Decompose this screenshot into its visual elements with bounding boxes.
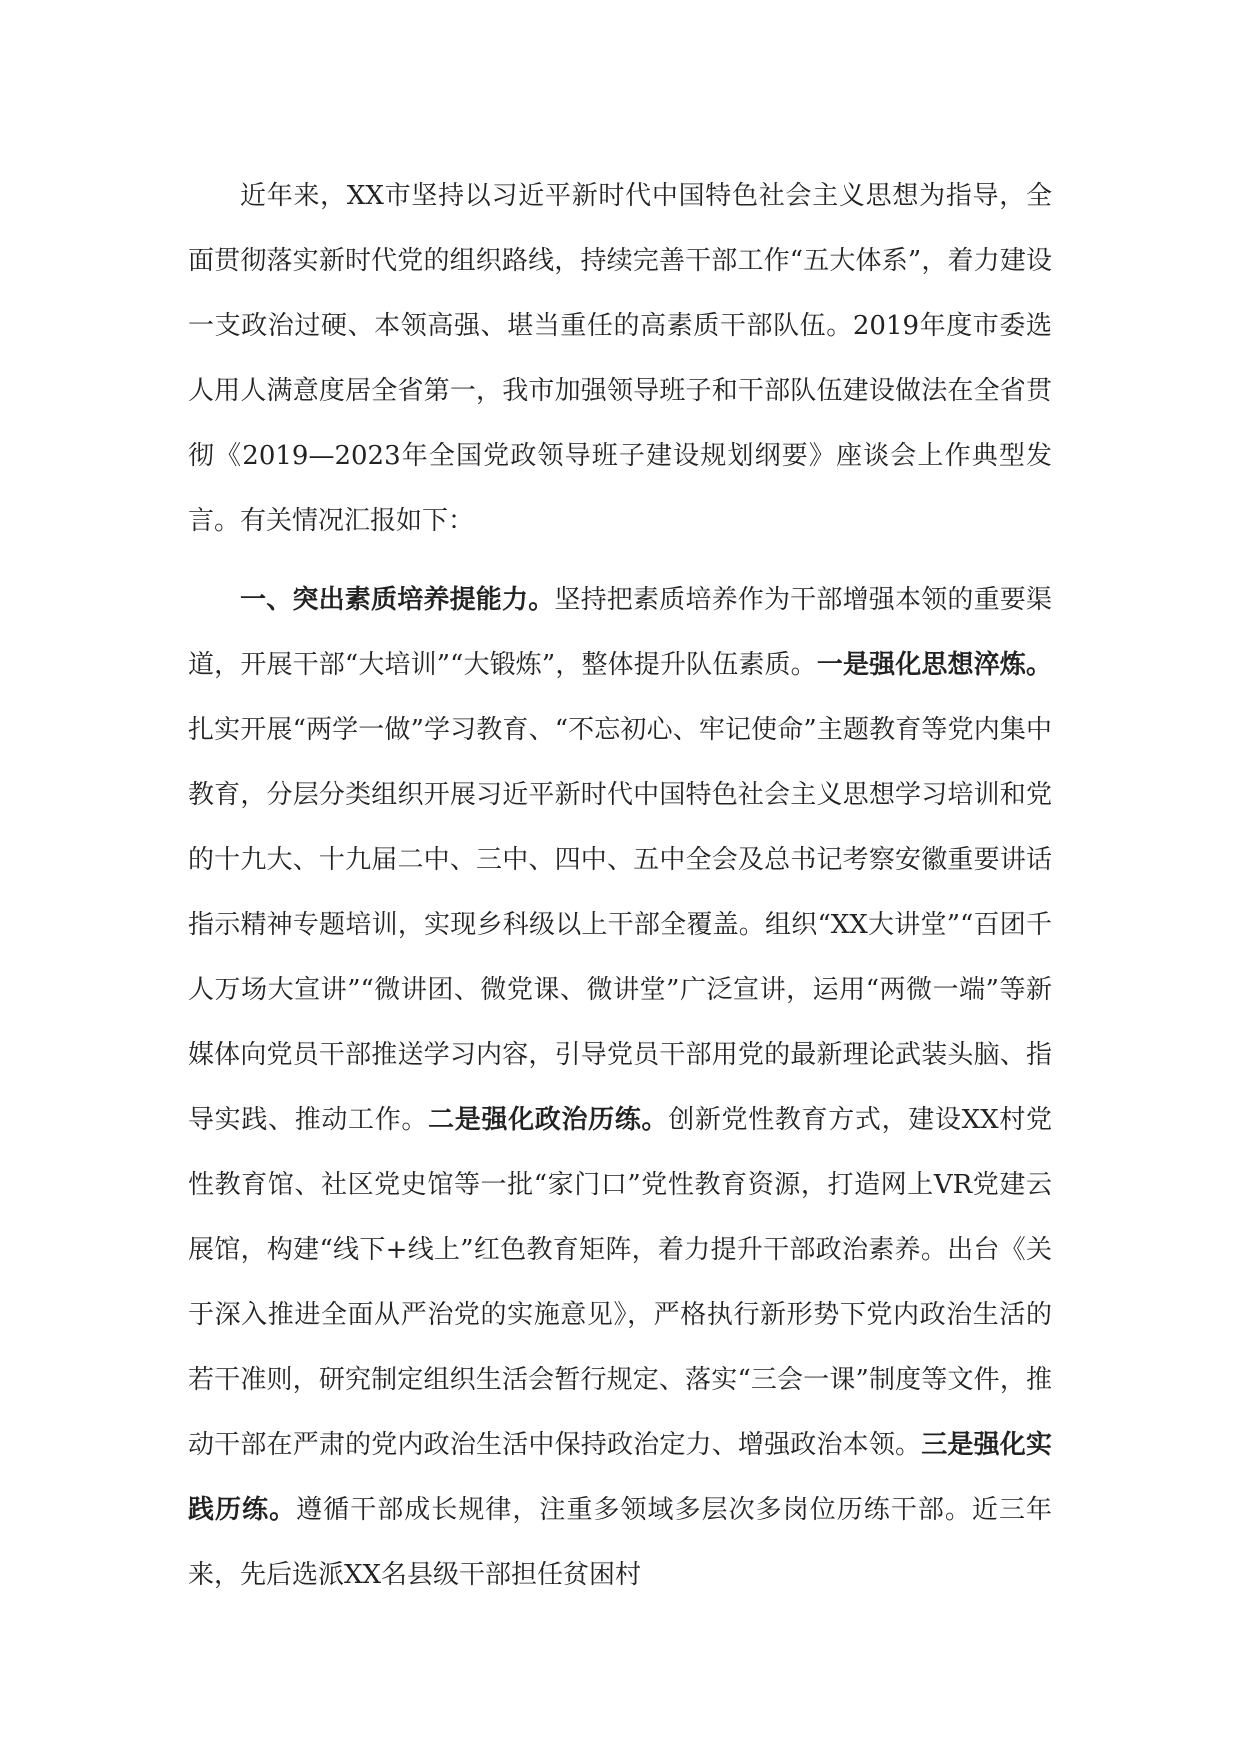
point-two-heading: 二是强化政治历练。 xyxy=(428,1105,669,1135)
point-two-text: 创新党性教育方式，建设XX村党性教育馆、社区党史馆等一批“家门口”党性教育资源，打造网上VR党建云展馆，构建“线下+线上”红色教育矩阵，着力提升干部政治素养。出台《关于深入推进全面从严治党的实施意见》，严格执行新形势下党内政治生活的若干准则，研究制定组织生活会暂行规定、落实“三会一课”制度等文件，推动干部在严肃的党内政治生活中保持政治定力、增强政治本领。 xyxy=(188,1105,1052,1460)
point-three-heading: 三是强化实践历练。 xyxy=(188,1430,1052,1525)
point-one-text: 扎实开展“两学一做”学习教育、“不忘初心、牢记使命”主题教育等党内集中教育，分层分类组织开展习近平新时代中国特色社会主义思想学习培训和党的十九大、十九届二中、三中、四中、五中全会及总书记考察安徽重要讲话指示精神专题培训，实现乡科级以上干部全覆盖。组织“XX大讲堂”“百团千人万场大宣讲”“微讲团、微党课、微讲堂”广泛宣讲，运用“两微一端”等新媒体向党员干部推送学习内容，引导党员干部用党的最新理论武装头脑、指导实践、推动工作。 xyxy=(188,715,1052,1135)
point-one-heading: 一是强化思想淬炼。 xyxy=(816,650,1052,680)
section-one-heading: 一、突出素质培养提能力。 xyxy=(240,585,555,615)
section-one-paragraph xyxy=(188,568,1052,1608)
section-one-text: 坚持把素质培养作为干部增强本领的重要渠道，开展干部“大培训”“大锻炼”，整体提升队伍素质。 xyxy=(188,585,1052,680)
intro-paragraph: 近年来，XX市坚持以习近平新时代中国特色社会主义思想为指导，全面贯彻落实新时代党的组织路线，持续完善干部工作“五大体系”，着力建设一支政治过硬、本领高强、堪当重任的高素质干部队伍。2019年度市委选人用人满意度居全省第一，我市加强领导班子和干部队伍建设做法在全省贯彻《2019—2023年全国党政领导班子建设规划纲要》座谈会上作典型发言。有关情况汇报如下： xyxy=(188,181,1052,536)
point-three-text: 遵循干部成长规律，注重多领域多层次多岗位历练干部。近三年来，先后选派XX名县级干部担任贫困村 xyxy=(188,1495,1052,1590)
